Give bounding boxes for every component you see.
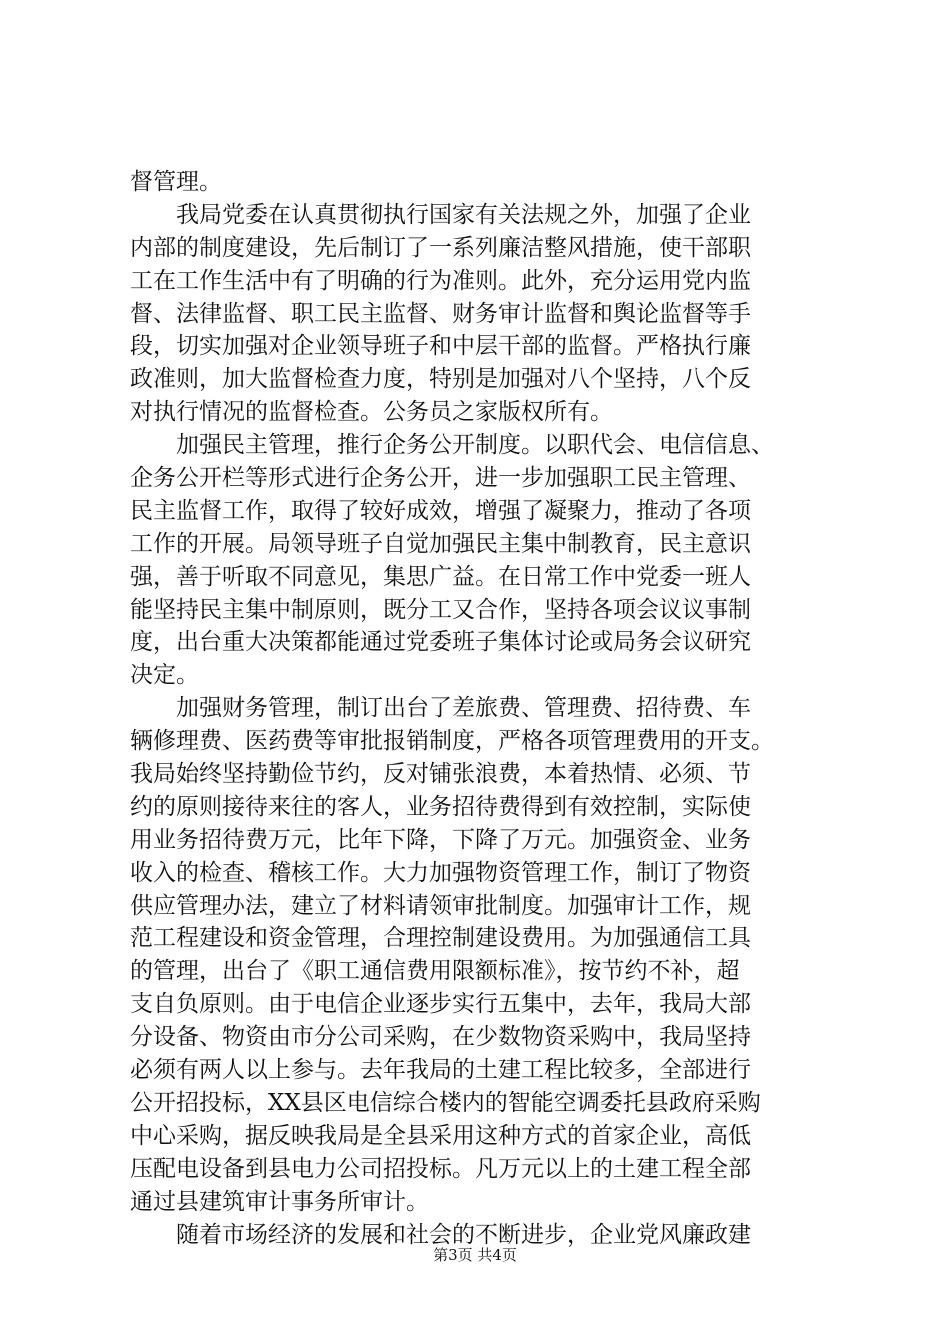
text-line: 强，善于听取不同意见，集思广益。在日常工作中党委一班人 <box>130 563 751 590</box>
text-line: 范工程建设和资金管理，合理控制建设费用。为加强通信工具 <box>130 925 751 952</box>
text-line: 分设备、物资由市分公司采购，在少数物资采购中，我局坚持 <box>130 1024 751 1051</box>
text-line: 约的原则接待来往的客人，业务招待费得到有效控制，实际使 <box>130 793 751 820</box>
text-line: 供应管理办法，建立了材料请领审批制度。加强审计工作，规 <box>130 892 751 919</box>
text-line: 随着市场经济的发展和社会的不断进步，企业党风廉政建 <box>176 1221 751 1248</box>
text-line: 工作的开展。局领导班子自觉加强民主集中制教育，民主意识 <box>130 530 751 557</box>
text-line: 我局始终坚持勤俭节约，反对铺张浪费，本着热情、必须、节 <box>130 761 751 788</box>
text-line: 工在工作生活中有了明确的行为准则。此外，充分运用党内监 <box>130 267 751 294</box>
text-line: 决定。 <box>130 662 199 689</box>
text-line: 段，切实加强对企业领导班子和中层干部的监督。严格执行廉 <box>130 333 751 360</box>
text-line: 辆修理费、医药费等审批报销制度，严格各项管理费用的开支。 <box>130 728 774 755</box>
text-line: 通过县建筑审计事务所审计。 <box>130 1188 429 1215</box>
text-line: 度，出台重大决策都能通过党委班子集体讨论或局务会议研究 <box>130 629 751 656</box>
text-line: 督管理。 <box>130 169 222 195</box>
text-line: 用业务招待费万元，比年下降，下降了万元。加强资金、业务 <box>130 826 751 853</box>
text-line: 支自负原则。由于电信企业逐步实行五集中，去年，我局大部 <box>130 991 751 1018</box>
text-line: 政准则，加大监督检查力度，特别是加强对八个坚持，八个反 <box>130 366 751 393</box>
text-line: 民主监督工作，取得了较好成效，增强了凝聚力，推动了各项 <box>130 497 751 524</box>
text-line: 压配电设备到县电力公司招投标。凡万元以上的土建工程全部 <box>130 1155 751 1182</box>
text-line: 对执行情况的监督检查。公务员之家版权所有。 <box>130 399 613 426</box>
body-text <box>130 166 830 1251</box>
text-line: 必须有两人以上参与。去年我局的土建工程比较多，全部进行 <box>130 1057 751 1084</box>
text-line: 我局党委在认真贯彻执行国家有关法规之外，加强了企业 <box>176 201 751 228</box>
text-line: 能坚持民主集中制原则，既分工又合作，坚持各项会议议事制 <box>130 596 751 623</box>
text-line: 的管理，出台了《职工通信费用限额标准》，按节约不补，超 <box>130 958 740 985</box>
text-line: 公开招投标，XX县区电信综合楼内的智能空调委托县政府采购 <box>130 1089 761 1116</box>
text-line: 企务公开栏等形式进行企务公开，进一步加强职工民主管理、 <box>130 465 751 492</box>
text-line: 督、法律监督、职工民主监督、财务审计监督和舆论监督等手 <box>130 300 751 327</box>
text-line: 加强财务管理，制订出台了差旅费、管理费、招待费、车 <box>176 695 751 722</box>
text-line: 内部的制度建设，先后制订了一系列廉洁整风措施，使干部职 <box>130 234 751 261</box>
text-line: 中心采购，据反映我局是全县采用这种方式的首家企业，高低 <box>130 1122 751 1149</box>
page-footer: 第3页 共4页 <box>433 1246 517 1264</box>
text-line: 加强民主管理，推行企务公开制度。以职代会、电信信息、 <box>176 432 774 459</box>
text-line: 收入的检查、稽核工作。大力加强物资管理工作，制订了物资 <box>130 859 751 886</box>
